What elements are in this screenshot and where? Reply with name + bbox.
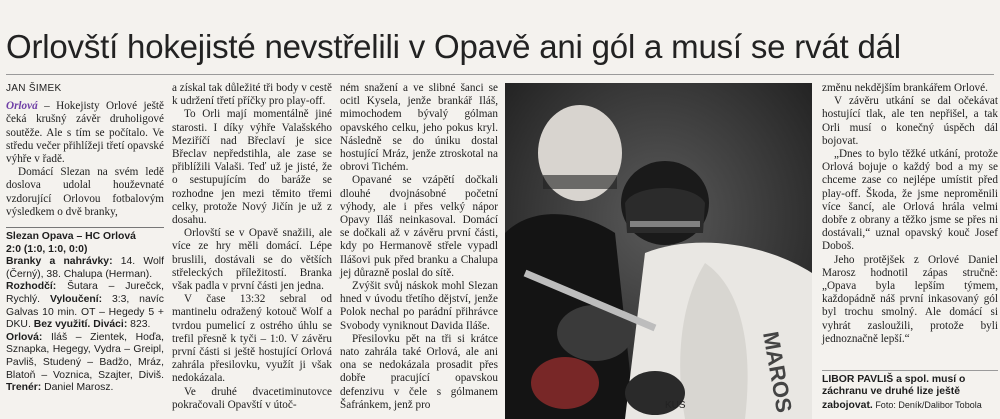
match-score: 2:0 (1:0, 1:0, 0:0) — [6, 243, 88, 255]
byline: JAN ŠIMEK — [6, 83, 62, 94]
article-paragraph: Ve druhé dvacetiminutovce pokračovali Opavští v útoč- — [172, 385, 332, 411]
photo-credit: Foto: Deník/Dalibor Tobola — [872, 399, 982, 410]
article-paragraph: To Orli mají momentálně jiné starosti. I díky výhře Valašského Meziříčí nad Břeclaví je sice Břeclav nepředstihla, ale zase se přiblížili Valaši. Teď už je jisté, že o sestupujícím do baráže se rozhodne jen mezi těmito třemi celky, protože Nový Jičín je už z dosahu. — [172, 108, 332, 227]
article-paragraph: ném snažení a ve slibné šanci se ocitl Kysela, jenže brankář Iláš, mimochodem bývalý gólman opavského celku, jeho pokus kryl. Následně se do úniku dostal hostující Mráz, jenže ztroskotal na obrovi Tichém. — [340, 82, 498, 174]
hockey-players-illustration — [505, 83, 812, 419]
article-paragraph: Orlovští se v Opavě snažili, ale více ze hry měli domácí. Lépe bruslili, dostávali se do větších střeleckých příležitostí. Branka však padla v první části jen jedna. — [172, 227, 332, 293]
match-goals: Branky a nahrávky: 14. Wolf (Černý), 38. Chalupa (Herman). — [6, 256, 164, 280]
article-paragraph: V závěru utkání se dal očekávat hostující tlak, ale ten nepřišel, a tak Orli musí o konečný úspěch dál bojovat. — [822, 95, 998, 147]
column-1 — [6, 82, 164, 395]
article-paragraph: změnu nekdějším brankářem Orlové. — [822, 82, 988, 94]
column-4 — [822, 82, 998, 346]
match-referees: Rozhodčí: Šutara – Jurečck, Rychlý. Vyloučení: 3:3, navíc Galvas 10 min. OT – Hegedy 5 + DKU. Bez využití. Diváci: 823. — [6, 281, 164, 331]
article-paragraph: Jeho protějšek z Orlové Daniel Marosz hodnotil zápas stručně: „Opava byla lepším týmem, každopádně náš první inkasovaný gól byl trochu smolný. Ale domácí si vyhrát zasloužili, protože byli jednoznačně lepší.“ — [822, 253, 998, 345]
column-3 — [340, 82, 498, 412]
caption-name: LIBOR PAVLIŠ — [822, 374, 894, 385]
match-title: Slezan Opava – HC Orlová — [6, 231, 136, 243]
orlova-lineup: Orlová: Iláš – Zientek, Hoďa, Sznapka, Hegegy, Vydra – Greipl, Pavliš, Studený – Badžo, Mráz, Blatoň – Voznica, Szajter, Diviš. Trenér: Daniel Marosz. — [6, 331, 164, 394]
dateline-place: Orlová — [6, 100, 38, 113]
match-summary-box — [6, 227, 164, 395]
headline-rule — [6, 74, 994, 75]
article-paragraph — [6, 100, 164, 166]
photo-caption — [822, 374, 998, 412]
paragraph-text: – Hokejisty Orlové ještě čeká krušný závěr druholigové soutěže. Ale s tím se počítalo. Ve středu večer přihlížeji třetí opavské výhře v řadě. — [6, 100, 164, 166]
article-paragraph: Domácí Slezan na svém ledě doslova udolal houževnaté vzdorující Orlovou fotbalovým výsledkem o dvě branky, — [6, 166, 164, 218]
headline: Orlovští hokejisté nevstřelili v Opavě ani gól a musí se rvát dál — [6, 28, 901, 65]
caption-rule — [822, 370, 998, 371]
article-paragraph: Zvýšit svůj náskok mohl Slezan hned v úvodu třetího dějství, jenže Polok nechal po parádní přihrávce Svobody vyniknout Davida Iláše. — [340, 280, 498, 332]
article-paragraph: V čase 13:32 sebral od mantinelu odražený kotouč Wolf a tvrdou pumelicí z ostrého úhlu se trefil přesně k tyči – 1:0. V závěru první části si ještě hostující Orlová zahrála přesilovku, využít ji však nedokázala. — [172, 293, 332, 385]
jersey-lettering: MAROS — [758, 329, 797, 415]
glove-lettering: KUS — [665, 400, 686, 411]
article-paragraph: Opavané se vzápětí dočkali dlouhé dvojnásobné početní výhody, ale i přes velký nápor Opavy Iláš neinkasoval. Domácí se dočkali až v závěru první části, kdy po Hermanově střele vypadl Ilášovi puk před branku a Chalupa jej důrazně poslal do sítě. — [340, 174, 498, 279]
article-paragraph: Přesilovku pět na tři si krátce nato zahrála také Orlová, ale ani ona se nedokázala prosadit přes dobře pracující opavskou defenzivu v čele s gólmanem Šafránkem, jenž pro — [340, 332, 498, 411]
hockey-photo — [505, 83, 812, 419]
article-paragraph: a získal tak důležité tři body v cestě k udržení třetí příčky pro play-off. — [172, 82, 332, 108]
article-paragraph: „Dnes to bylo těžké utkání, protože Orlová bojuje o každý bod a my se chceme zase co nejlépe umístit před play-off. Škoda, že jsme neproměnili více šancí, ale Orlová hrála velmi dobře z obrany a těžko jsme se přes ni dostávali,“ uznal opavský kouč Josef Doboš. — [822, 148, 998, 253]
caption-text: a spol. musí o záchranu ve druhé lize ještě zabojovat. — [822, 374, 966, 411]
column-2 — [172, 82, 332, 412]
